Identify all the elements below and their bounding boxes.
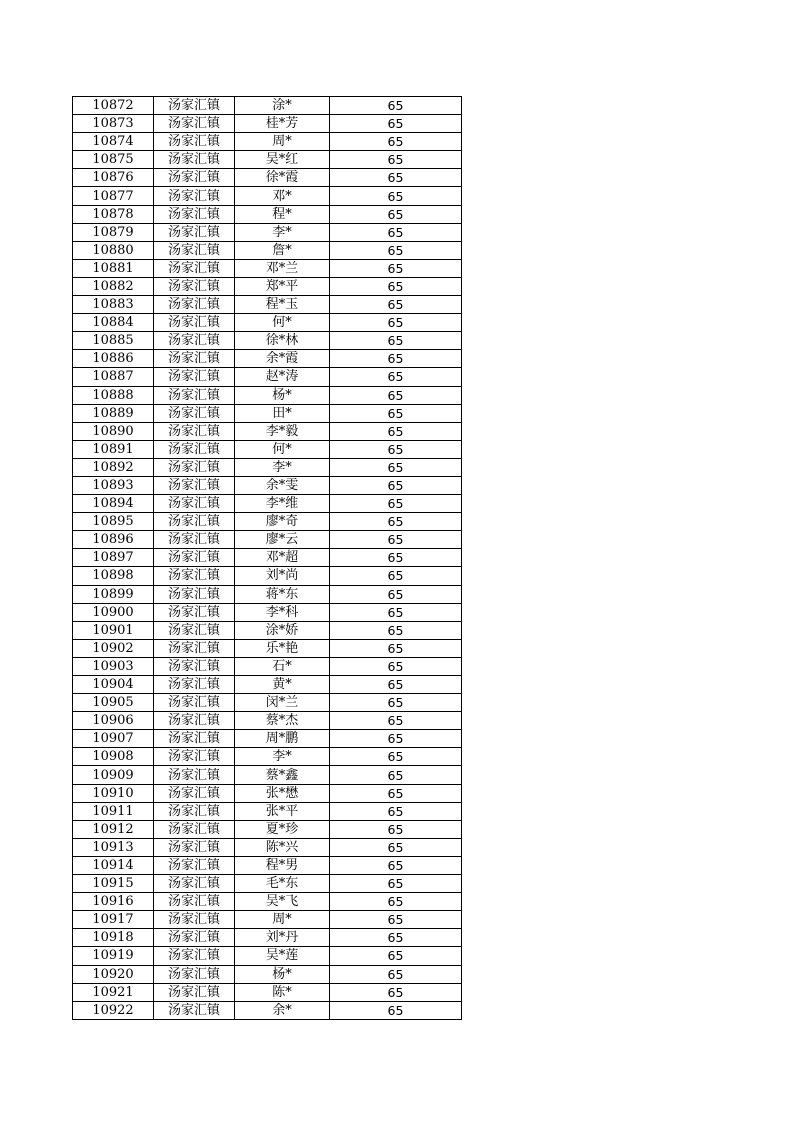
cell-name: 石* [235, 657, 330, 675]
cell-id: 10898 [73, 567, 154, 585]
cell-town: 汤家汇镇 [154, 893, 235, 911]
cell-town: 汤家汇镇 [154, 350, 235, 368]
table-row [73, 567, 462, 585]
table-row [73, 820, 462, 838]
table-row [73, 386, 462, 404]
cell-amount: 65 [330, 368, 462, 386]
cell-town: 汤家汇镇 [154, 531, 235, 549]
cell-name: 杨* [235, 965, 330, 983]
cell-town: 汤家汇镇 [154, 296, 235, 314]
cell-id: 10918 [73, 929, 154, 947]
cell-name: 詹* [235, 241, 330, 259]
table-row [73, 241, 462, 259]
cell-amount: 65 [330, 802, 462, 820]
cell-name: 黄* [235, 676, 330, 694]
cell-amount: 65 [330, 1001, 462, 1019]
cell-name: 何* [235, 314, 330, 332]
cell-amount: 65 [330, 694, 462, 712]
cell-id: 10885 [73, 332, 154, 350]
cell-amount: 65 [330, 277, 462, 295]
cell-name: 李* [235, 458, 330, 476]
cell-id: 10879 [73, 223, 154, 241]
cell-id: 10883 [73, 296, 154, 314]
table-row [73, 133, 462, 151]
cell-name: 程*男 [235, 856, 330, 874]
table-row [73, 766, 462, 784]
cell-id: 10897 [73, 549, 154, 567]
cell-amount: 65 [330, 440, 462, 458]
cell-id: 10893 [73, 476, 154, 494]
cell-town: 汤家汇镇 [154, 694, 235, 712]
cell-name: 吴*飞 [235, 893, 330, 911]
cell-id: 10887 [73, 368, 154, 386]
data-table [72, 96, 462, 1020]
table-row [73, 983, 462, 1001]
cell-name: 郑*平 [235, 277, 330, 295]
cell-amount: 65 [330, 513, 462, 531]
cell-name: 程*玉 [235, 296, 330, 314]
cell-name: 毛*东 [235, 875, 330, 893]
cell-name: 涂*娇 [235, 621, 330, 639]
cell-town: 汤家汇镇 [154, 115, 235, 133]
table-row [73, 856, 462, 874]
table-row [73, 802, 462, 820]
table-row [73, 639, 462, 657]
cell-name: 杨* [235, 386, 330, 404]
cell-amount: 65 [330, 133, 462, 151]
cell-town: 汤家汇镇 [154, 422, 235, 440]
cell-town: 汤家汇镇 [154, 929, 235, 947]
cell-id: 10888 [73, 386, 154, 404]
cell-id: 10902 [73, 639, 154, 657]
table-row [73, 947, 462, 965]
cell-id: 10872 [73, 97, 154, 115]
cell-town: 汤家汇镇 [154, 838, 235, 856]
cell-town: 汤家汇镇 [154, 1001, 235, 1019]
cell-amount: 65 [330, 676, 462, 694]
cell-id: 10903 [73, 657, 154, 675]
cell-name: 闵*兰 [235, 694, 330, 712]
cell-id: 10882 [73, 277, 154, 295]
cell-amount: 65 [330, 259, 462, 277]
table-row [73, 223, 462, 241]
cell-town: 汤家汇镇 [154, 259, 235, 277]
table-row [73, 748, 462, 766]
table-row [73, 422, 462, 440]
cell-amount: 65 [330, 458, 462, 476]
cell-amount: 65 [330, 151, 462, 169]
cell-town: 汤家汇镇 [154, 567, 235, 585]
cell-town: 汤家汇镇 [154, 97, 235, 115]
cell-name: 张*平 [235, 802, 330, 820]
cell-amount: 65 [330, 386, 462, 404]
cell-amount: 65 [330, 296, 462, 314]
cell-id: 10896 [73, 531, 154, 549]
table-row [73, 97, 462, 115]
cell-amount: 65 [330, 639, 462, 657]
table-row [73, 277, 462, 295]
cell-amount: 65 [330, 567, 462, 585]
cell-town: 汤家汇镇 [154, 603, 235, 621]
cell-town: 汤家汇镇 [154, 332, 235, 350]
cell-town: 汤家汇镇 [154, 639, 235, 657]
cell-id: 10904 [73, 676, 154, 694]
cell-name: 邓*兰 [235, 259, 330, 277]
cell-name: 周* [235, 911, 330, 929]
cell-name: 刘*丹 [235, 929, 330, 947]
cell-amount: 65 [330, 585, 462, 603]
table-body [73, 97, 462, 1020]
table-row [73, 893, 462, 911]
cell-name: 李*科 [235, 603, 330, 621]
cell-town: 汤家汇镇 [154, 748, 235, 766]
cell-id: 10899 [73, 585, 154, 603]
cell-name: 涂* [235, 97, 330, 115]
cell-amount: 65 [330, 820, 462, 838]
table-row [73, 585, 462, 603]
cell-id: 10873 [73, 115, 154, 133]
table-row [73, 296, 462, 314]
cell-name: 刘*尚 [235, 567, 330, 585]
cell-id: 10910 [73, 784, 154, 802]
table-row [73, 404, 462, 422]
cell-town: 汤家汇镇 [154, 205, 235, 223]
cell-amount: 65 [330, 730, 462, 748]
cell-name: 邓*超 [235, 549, 330, 567]
cell-town: 汤家汇镇 [154, 965, 235, 983]
cell-name: 陈*兴 [235, 838, 330, 856]
cell-name: 廖*云 [235, 531, 330, 549]
cell-amount: 65 [330, 169, 462, 187]
cell-name: 赵*涛 [235, 368, 330, 386]
cell-name: 李*毅 [235, 422, 330, 440]
cell-amount: 65 [330, 893, 462, 911]
cell-town: 汤家汇镇 [154, 676, 235, 694]
cell-town: 汤家汇镇 [154, 983, 235, 1001]
cell-id: 10878 [73, 205, 154, 223]
cell-name: 徐*林 [235, 332, 330, 350]
cell-id: 10921 [73, 983, 154, 1001]
cell-town: 汤家汇镇 [154, 314, 235, 332]
cell-id: 10892 [73, 458, 154, 476]
table-row [73, 730, 462, 748]
cell-amount: 65 [330, 422, 462, 440]
cell-town: 汤家汇镇 [154, 513, 235, 531]
cell-id: 10917 [73, 911, 154, 929]
cell-id: 10914 [73, 856, 154, 874]
table-row [73, 838, 462, 856]
cell-name: 陈* [235, 983, 330, 1001]
cell-id: 10880 [73, 241, 154, 259]
table-row [73, 929, 462, 947]
cell-id: 10911 [73, 802, 154, 820]
cell-name: 余*雯 [235, 476, 330, 494]
table-row [73, 115, 462, 133]
table-row [73, 603, 462, 621]
cell-town: 汤家汇镇 [154, 947, 235, 965]
cell-id: 10919 [73, 947, 154, 965]
cell-town: 汤家汇镇 [154, 856, 235, 874]
cell-name: 吴*莲 [235, 947, 330, 965]
cell-town: 汤家汇镇 [154, 440, 235, 458]
cell-town: 汤家汇镇 [154, 368, 235, 386]
cell-amount: 65 [330, 784, 462, 802]
cell-id: 10922 [73, 1001, 154, 1019]
cell-id: 10907 [73, 730, 154, 748]
table-row [73, 875, 462, 893]
cell-id: 10912 [73, 820, 154, 838]
cell-amount: 65 [330, 929, 462, 947]
cell-town: 汤家汇镇 [154, 549, 235, 567]
cell-amount: 65 [330, 187, 462, 205]
cell-name: 余*霞 [235, 350, 330, 368]
cell-amount: 65 [330, 911, 462, 929]
cell-name: 田* [235, 404, 330, 422]
cell-id: 10881 [73, 259, 154, 277]
cell-town: 汤家汇镇 [154, 875, 235, 893]
table-row [73, 314, 462, 332]
cell-amount: 65 [330, 476, 462, 494]
cell-town: 汤家汇镇 [154, 820, 235, 838]
cell-town: 汤家汇镇 [154, 621, 235, 639]
cell-amount: 65 [330, 657, 462, 675]
table-row [73, 350, 462, 368]
table-row [73, 965, 462, 983]
cell-amount: 65 [330, 223, 462, 241]
cell-id: 10916 [73, 893, 154, 911]
cell-id: 10909 [73, 766, 154, 784]
cell-amount: 65 [330, 350, 462, 368]
table-row [73, 911, 462, 929]
cell-name: 周* [235, 133, 330, 151]
cell-amount: 65 [330, 875, 462, 893]
cell-name: 张*懋 [235, 784, 330, 802]
cell-amount: 65 [330, 838, 462, 856]
table-row [73, 712, 462, 730]
cell-id: 10875 [73, 151, 154, 169]
cell-town: 汤家汇镇 [154, 223, 235, 241]
cell-id: 10895 [73, 513, 154, 531]
table-row [73, 784, 462, 802]
table-row [73, 694, 462, 712]
table-row [73, 1001, 462, 1019]
cell-amount: 65 [330, 712, 462, 730]
cell-amount: 65 [330, 856, 462, 874]
cell-amount: 65 [330, 332, 462, 350]
cell-id: 10891 [73, 440, 154, 458]
cell-id: 10915 [73, 875, 154, 893]
cell-town: 汤家汇镇 [154, 730, 235, 748]
table-row [73, 458, 462, 476]
cell-town: 汤家汇镇 [154, 802, 235, 820]
cell-amount: 65 [330, 241, 462, 259]
cell-name: 邓* [235, 187, 330, 205]
cell-amount: 65 [330, 748, 462, 766]
cell-town: 汤家汇镇 [154, 241, 235, 259]
cell-id: 10913 [73, 838, 154, 856]
table-row [73, 531, 462, 549]
table-row [73, 368, 462, 386]
cell-town: 汤家汇镇 [154, 784, 235, 802]
cell-name: 乐*艳 [235, 639, 330, 657]
cell-name: 何* [235, 440, 330, 458]
cell-name: 桂*芳 [235, 115, 330, 133]
table-row [73, 621, 462, 639]
cell-town: 汤家汇镇 [154, 133, 235, 151]
table-row [73, 169, 462, 187]
table-row [73, 187, 462, 205]
cell-amount: 65 [330, 495, 462, 513]
cell-name: 廖*奇 [235, 513, 330, 531]
cell-id: 10890 [73, 422, 154, 440]
cell-amount: 65 [330, 115, 462, 133]
cell-name: 吴*红 [235, 151, 330, 169]
cell-town: 汤家汇镇 [154, 712, 235, 730]
cell-amount: 65 [330, 621, 462, 639]
cell-amount: 65 [330, 549, 462, 567]
cell-name: 夏*珍 [235, 820, 330, 838]
cell-name: 余* [235, 1001, 330, 1019]
cell-town: 汤家汇镇 [154, 476, 235, 494]
cell-amount: 65 [330, 983, 462, 1001]
cell-id: 10874 [73, 133, 154, 151]
cell-id: 10876 [73, 169, 154, 187]
cell-town: 汤家汇镇 [154, 404, 235, 422]
cell-amount: 65 [330, 766, 462, 784]
table-row [73, 151, 462, 169]
cell-name: 蔡*鑫 [235, 766, 330, 784]
cell-id: 10908 [73, 748, 154, 766]
cell-id: 10900 [73, 603, 154, 621]
cell-name: 蒋*东 [235, 585, 330, 603]
cell-town: 汤家汇镇 [154, 911, 235, 929]
cell-name: 李* [235, 748, 330, 766]
cell-amount: 65 [330, 531, 462, 549]
cell-town: 汤家汇镇 [154, 151, 235, 169]
table-row [73, 513, 462, 531]
cell-town: 汤家汇镇 [154, 187, 235, 205]
cell-name: 李* [235, 223, 330, 241]
cell-town: 汤家汇镇 [154, 386, 235, 404]
cell-town: 汤家汇镇 [154, 277, 235, 295]
cell-id: 10886 [73, 350, 154, 368]
cell-amount: 65 [330, 965, 462, 983]
table-row [73, 676, 462, 694]
table-row [73, 549, 462, 567]
cell-id: 10901 [73, 621, 154, 639]
table-row [73, 259, 462, 277]
cell-id: 10884 [73, 314, 154, 332]
cell-town: 汤家汇镇 [154, 766, 235, 784]
table-row [73, 440, 462, 458]
cell-id: 10877 [73, 187, 154, 205]
cell-town: 汤家汇镇 [154, 169, 235, 187]
table-row [73, 657, 462, 675]
cell-amount: 65 [330, 603, 462, 621]
cell-town: 汤家汇镇 [154, 495, 235, 513]
cell-amount: 65 [330, 314, 462, 332]
table-row [73, 476, 462, 494]
table-row [73, 332, 462, 350]
cell-amount: 65 [330, 97, 462, 115]
cell-id: 10894 [73, 495, 154, 513]
cell-amount: 65 [330, 404, 462, 422]
cell-name: 徐*霞 [235, 169, 330, 187]
cell-town: 汤家汇镇 [154, 585, 235, 603]
table-row [73, 495, 462, 513]
cell-name: 李*维 [235, 495, 330, 513]
cell-id: 10920 [73, 965, 154, 983]
cell-name: 程* [235, 205, 330, 223]
cell-id: 10906 [73, 712, 154, 730]
cell-id: 10889 [73, 404, 154, 422]
cell-name: 蔡*杰 [235, 712, 330, 730]
cell-amount: 65 [330, 947, 462, 965]
cell-amount: 65 [330, 205, 462, 223]
table-row [73, 205, 462, 223]
cell-town: 汤家汇镇 [154, 657, 235, 675]
cell-id: 10905 [73, 694, 154, 712]
cell-town: 汤家汇镇 [154, 458, 235, 476]
cell-name: 周*鹏 [235, 730, 330, 748]
